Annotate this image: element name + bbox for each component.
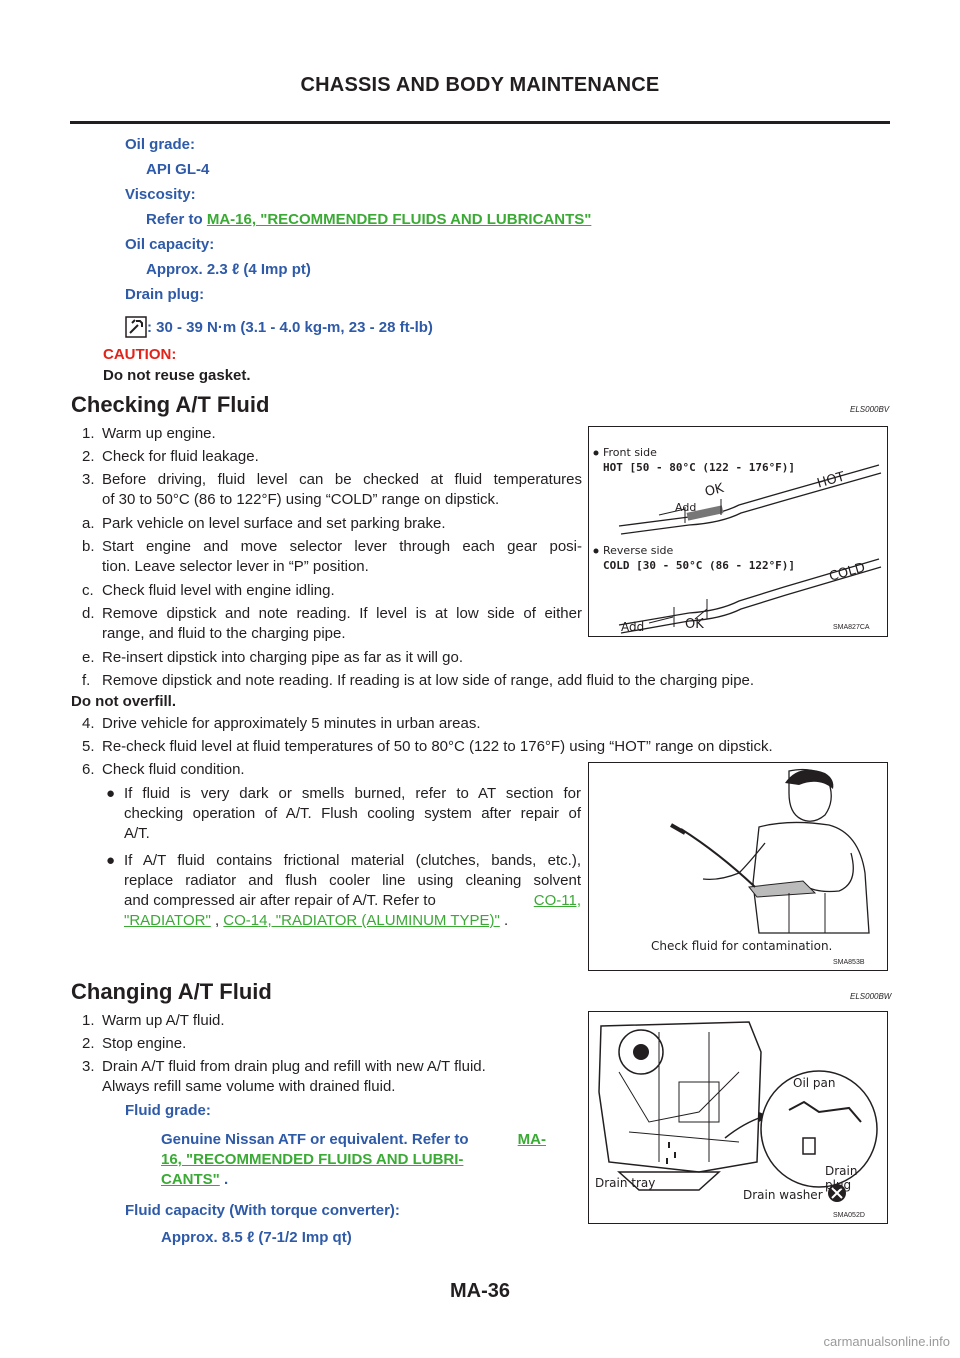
- co-11-link[interactable]: CO-11,: [533, 892, 581, 909]
- bullet-2-line-3: [124, 890, 581, 911]
- fig3-drain-plug: Drain plug: [825, 1164, 858, 1192]
- fig1-ok-bottom: OK: [685, 617, 704, 632]
- fig1-add-bottom: Add: [621, 620, 645, 634]
- fig1-ok-top: OK: [703, 480, 726, 501]
- bullet-dot: ●: [106, 785, 116, 802]
- fig1-hot-label: HOT: [815, 469, 847, 492]
- fig1-add-top: Add: [675, 501, 697, 514]
- bullet-2-line-3-text: and compressed air after repair of A/T. Refer to: [124, 892, 436, 909]
- fig2-caption: Check fluid for contamination.: [651, 939, 833, 953]
- bullet-1-line-1: If fluid is very dark or smells burned, refer to AT section for: [124, 785, 581, 802]
- fluid-grade-line-2: [161, 1151, 546, 1168]
- oil-capacity-value: Approx. 2.3 ℓ (4 Imp pt): [146, 261, 311, 278]
- bullet-2-line-4: [124, 910, 508, 931]
- co-14-link[interactable]: CO-14, "RADIATOR (ALUMINUM TYPE)": [223, 912, 500, 929]
- page-number: MA-36: [449, 1280, 510, 1302]
- header-rule: [70, 121, 890, 124]
- drain-plug-label: Drain plug:: [125, 286, 205, 303]
- bullet-1-line-3: A/T.: [124, 825, 150, 842]
- ma-16-link-a[interactable]: MA-: [517, 1131, 546, 1148]
- section-code-changing: ELS000BW: [850, 992, 892, 1001]
- fig1-front-side: Front side: [603, 446, 657, 459]
- fig3-code: SMA052D: [833, 1212, 865, 1219]
- ma-16-link-c[interactable]: CANTS": [161, 1171, 220, 1188]
- fig3-drain-tray: Drain tray: [595, 1176, 656, 1190]
- page-header-title: CHASSIS AND BODY MAINTENANCE: [300, 74, 660, 96]
- figure-check-contamination: [588, 762, 888, 971]
- section-title-checking: Checking A/T Fluid: [71, 392, 270, 417]
- bullet-1-line-2: checking operation of A/T. Flush cooling system after repair of: [124, 805, 581, 822]
- viscosity-prefix: Refer to: [146, 211, 203, 228]
- fluid-capacity-label: Fluid capacity (With torque converter):: [125, 1202, 400, 1219]
- ma-16-link-b[interactable]: 16, "RECOMMENDED FLUIDS AND LUBRI-: [161, 1151, 464, 1168]
- caution-label: CAUTION:: [103, 346, 177, 363]
- overfill-warning: Do not overfill.: [71, 693, 176, 710]
- link-separator: ,: [210, 912, 224, 929]
- radiator-link[interactable]: "RADIATOR": [124, 912, 211, 929]
- fig1-hot-range: HOT [50 - 80°C (122 - 176°F)]: [603, 461, 796, 474]
- fig2-code: SMA853B: [833, 959, 865, 966]
- figure-drain: [588, 1011, 888, 1224]
- fluid-grade-end: .: [219, 1171, 229, 1188]
- fluid-grade-line-3: [161, 1171, 546, 1188]
- fig1-reverse-side: Reverse side: [603, 544, 674, 557]
- section-title-changing: Changing A/T Fluid: [71, 979, 272, 1004]
- viscosity-label: Viscosity:: [125, 186, 196, 203]
- bullet-dot: ●: [106, 852, 116, 869]
- oil-grade-value: API GL-4: [146, 161, 210, 178]
- fluid-grade-label: Fluid grade:: [125, 1102, 211, 1119]
- link-end: .: [499, 912, 509, 929]
- fluid-grade-value: [161, 1131, 546, 1188]
- viscosity-link[interactable]: MA-16, "RECOMMENDED FLUIDS AND LUBRICANTS": [206, 211, 592, 228]
- fig1-code: SMA827CA: [833, 624, 870, 631]
- caution-text: Do not reuse gasket.: [103, 367, 251, 384]
- bullet-2-line-2: replace radiator and flush cooler line using cleaning solvent: [124, 872, 581, 889]
- footer-site[interactable]: carmanualsonline.info: [823, 1334, 950, 1349]
- section-code-checking: ELS000BV: [850, 405, 890, 414]
- fluid-capacity-value: Approx. 8.5 ℓ (7-1/2 Imp qt): [161, 1229, 352, 1246]
- drain-plug-torque: [125, 316, 433, 338]
- viscosity-value: [146, 211, 591, 228]
- oil-capacity-label: Oil capacity:: [125, 236, 215, 253]
- fig3-oil-pan: Oil pan: [793, 1076, 836, 1090]
- fluid-grade-line-1: [161, 1131, 546, 1148]
- oil-grade-label: Oil grade:: [125, 136, 196, 153]
- fig1-cold-range: COLD [30 - 50°C (86 - 122°F)]: [603, 559, 796, 572]
- torque-wrench-icon: [125, 316, 147, 338]
- fig3-drain-washer: Drain washer: [743, 1188, 823, 1202]
- fluid-grade-text: Genuine Nissan ATF or equivalent. Refer to: [161, 1131, 469, 1148]
- figure-dipstick: [588, 426, 888, 637]
- fig1-cold-label: COLD: [827, 560, 867, 585]
- drain-plug-torque-value: : 30 - 39 N·m (3.1 - 4.0 kg-m, 23 - 28 ft-lb): [147, 318, 433, 336]
- bullet-2-line-1: If A/T fluid contains frictional material (clutches, bands, etc.),: [124, 852, 581, 869]
